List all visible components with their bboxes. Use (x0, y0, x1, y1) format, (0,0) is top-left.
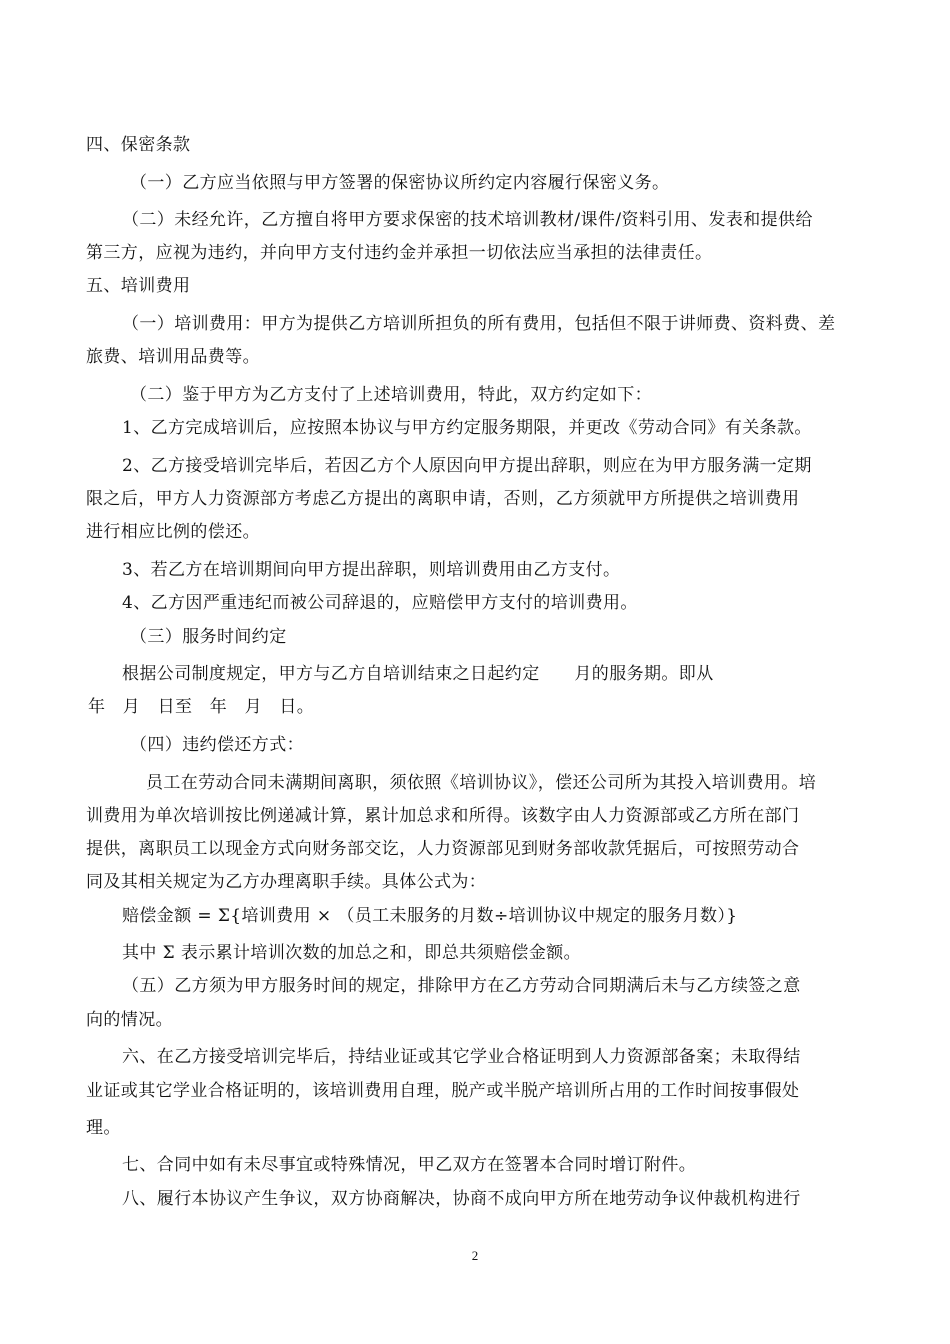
paragraph-line: 4、乙方因严重违纪而被公司辞退的，应赔偿甲方支付的培训费用。 (122, 593, 638, 613)
paragraph-line: （二）鉴于甲方为乙方支付了上述培训费用，特此，双方约定如下： (130, 385, 652, 405)
paragraph-line: 限之后，甲方人力资源部方考虑乙方提出的离职申请，否则，乙方须就甲方所提供之培训费用 (86, 489, 800, 509)
paragraph-line: 七、合同中如有未尽事宜或特殊情况，甲乙双方在签署本合同时增订附件。 (122, 1155, 697, 1175)
paragraph-line: 六、在乙方接受培训完毕后，持结业证或其它学业合格证明到人力资源部备案；未取得结 (122, 1047, 801, 1067)
paragraph-line: 旅费、培训用品费等。 (86, 347, 260, 367)
paragraph-line: （二）未经允许，乙方擅自将甲方要求保密的技术培训教材/课件/资料引用、发表和提供给 (122, 210, 813, 230)
paragraph-line: 向的情况。 (86, 1010, 173, 1030)
subsection-heading: （三）服务时间约定 (130, 627, 287, 647)
formula-line: 赔偿金额 = Σ{培训费用 × （员工未服务的月数÷培训协议中规定的服务月数）} (122, 906, 738, 926)
paragraph-line: 1、乙方完成培训后，应按照本协议与甲方约定服务期限，并更改《劳动合同》有关条款。 (122, 418, 812, 438)
paragraph-line: （五）乙方须为甲方服务时间的规定，排除甲方在乙方劳动合同期满后未与乙方续签之意 (122, 976, 801, 996)
paragraph-line: 3、若乙方在培训期间向甲方提出辞职，则培训费用由乙方支付。 (122, 560, 621, 580)
paragraph-line: （一）培训费用：甲方为提供乙方培训所担负的所有费用，包括但不限于讲师费、资料费、差 (122, 314, 836, 334)
paragraph-line: 员工在劳动合同未满期间离职，须依照《培训协议》，偿还公司所为其投入培训费用。培 (146, 773, 817, 793)
section-heading: 四、保密条款 (86, 135, 191, 155)
paragraph-line: 训费用为单次培训按比例递减计算，累计加总求和所得。该数字由人力资源部或乙方所在部门 (86, 806, 800, 826)
paragraph-line: 理。 (86, 1118, 121, 1138)
paragraph-line: （一）乙方应当依照与甲方签署的保密协议所约定内容履行保密义务。 (130, 173, 670, 193)
paragraph-line: 八、履行本协议产生争议，双方协商解决，协商不成向甲方所在地劳动争议仲裁机构进行 (122, 1189, 801, 1209)
paragraph-line: 进行相应比例的偿还。 (86, 522, 260, 542)
paragraph-line: 根据公司制度规定，甲方与乙方自培训结束之日起约定 月的服务期。即从 (122, 664, 714, 684)
page-number: 2 (471, 1248, 479, 1263)
paragraph-line: 同及其相关规定为乙方办理离职手续。具体公式为： (86, 872, 487, 892)
paragraph-line: 年 月 日至 年 月 日。 (88, 697, 315, 717)
paragraph-line: 提供，离职员工以现金方式向财务部交讫，人力资源部见到财务部收款凭据后，可按照劳动合 (86, 839, 800, 859)
paragraph-line: 第三方，应视为违约，并向甲方支付违约金并承担一切依法应当承担的法律责任。 (86, 243, 713, 263)
subsection-heading: （四）违约偿还方式： (130, 735, 304, 755)
paragraph-line: 2、乙方接受培训完毕后，若因乙方个人原因向甲方提出辞职，则应在为甲方服务满一定期 (122, 456, 812, 476)
paragraph-line: 其中 Σ 表示累计培训次数的加总之和，即总共须赔偿金额。 (122, 943, 582, 963)
section-heading: 五、培训费用 (86, 276, 191, 296)
paragraph-line: 业证或其它学业合格证明的，该培训费用自理，脱产或半脱产培训所占用的工作时间按事假处 (86, 1081, 800, 1101)
